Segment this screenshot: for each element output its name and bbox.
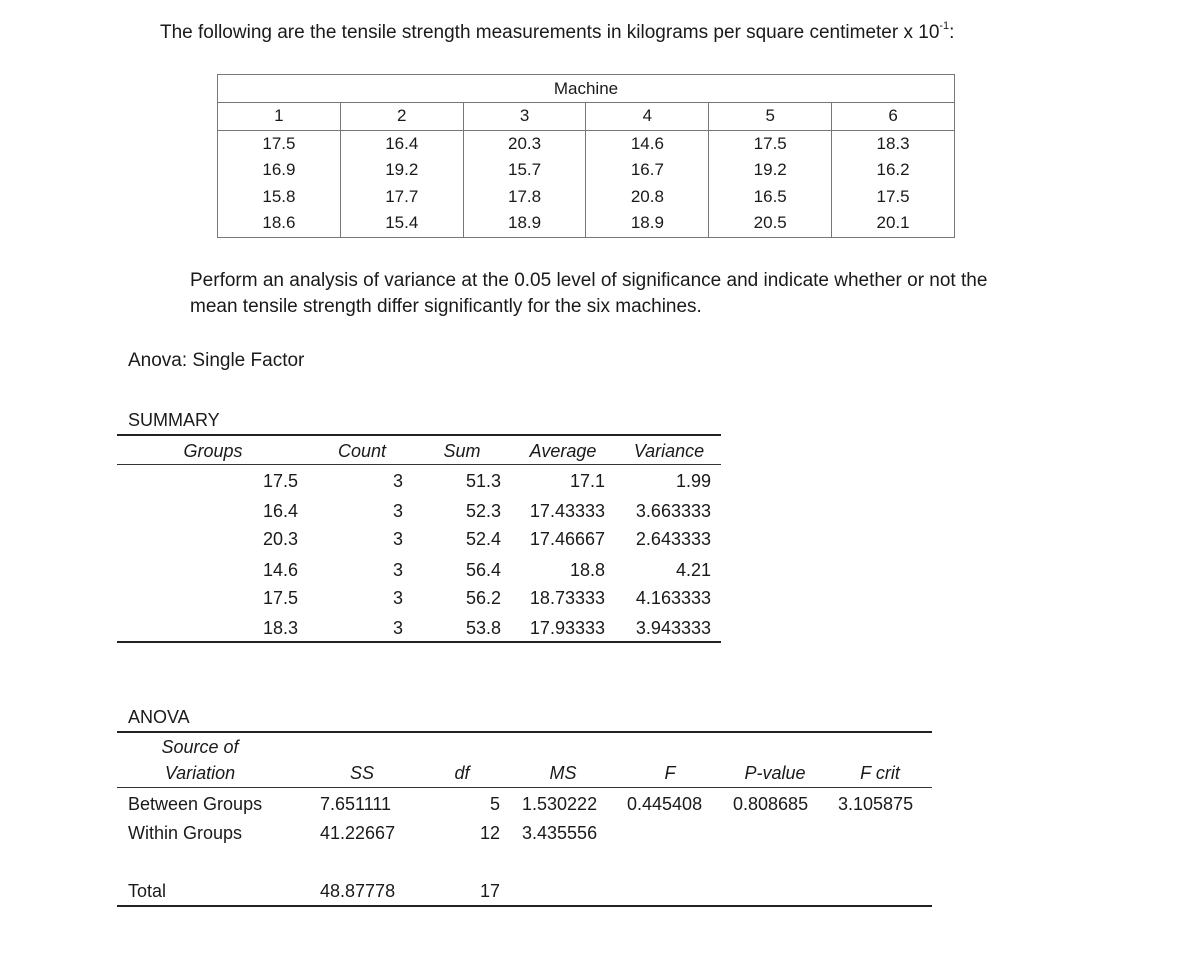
intro-text: The following are the tensile strength measurements in kilograms per square centimeter x $10^{-1}$: bbox=[160, 20, 955, 43]
summary-variance: 4.163333 bbox=[635, 588, 711, 608]
table-cell: 19.2 bbox=[340, 157, 463, 184]
table-cell: 20.1 bbox=[832, 210, 955, 237]
summary-average: 17.46667 bbox=[529, 529, 605, 549]
anova-header-p-value: P-value bbox=[744, 763, 806, 783]
summary-average: 17.1 bbox=[569, 471, 605, 491]
anova-ms: 3.435556 bbox=[522, 823, 598, 843]
machine-table bbox=[217, 74, 955, 238]
machine-header: 6 bbox=[832, 103, 955, 131]
anova-top-rule bbox=[117, 731, 932, 733]
summary-variance: 1.99 bbox=[675, 471, 711, 491]
summary-group: 14.6 bbox=[262, 560, 298, 580]
table-cell: 16.7 bbox=[586, 157, 709, 184]
table-row bbox=[218, 184, 955, 211]
machine-header: 3 bbox=[463, 103, 586, 131]
anova-ss: 7.651111 bbox=[320, 794, 392, 814]
table-cell: 17.5 bbox=[218, 130, 341, 157]
table-cell: 18.3 bbox=[832, 130, 955, 157]
machine-header: 5 bbox=[709, 103, 832, 131]
summary-variance: 3.943333 bbox=[635, 618, 711, 638]
summary-average: 18.73333 bbox=[529, 588, 605, 608]
anova-df: 12 bbox=[479, 823, 500, 843]
machine-header-row bbox=[218, 103, 955, 131]
summary-header-rule bbox=[117, 464, 721, 465]
table-cell: 18.9 bbox=[586, 210, 709, 237]
summary-header-average: Average bbox=[529, 441, 597, 461]
summary-header-sum: Sum bbox=[443, 441, 481, 461]
anova-header-f-crit: F crit bbox=[860, 763, 900, 783]
intro-exponent: -1 bbox=[939, 20, 950, 32]
summary-average: 18.8 bbox=[569, 560, 605, 580]
summary-sum: 56.4 bbox=[465, 560, 501, 580]
summary-count: 3 bbox=[392, 529, 403, 549]
summary-average: 17.43333 bbox=[529, 501, 605, 521]
table-row bbox=[218, 210, 955, 237]
summary-count: 3 bbox=[392, 501, 403, 521]
anova-bottom-rule bbox=[117, 905, 932, 907]
table-cell: 20.5 bbox=[709, 210, 832, 237]
table-cell: 20.8 bbox=[586, 184, 709, 211]
machine-header: 1 bbox=[218, 103, 341, 131]
anova-header-ms: MS bbox=[549, 763, 577, 783]
anova-ms: 1.530222 bbox=[522, 794, 598, 814]
anova-ss: 41.22667 bbox=[320, 823, 396, 843]
table-cell: 16.2 bbox=[832, 157, 955, 184]
summary-header-count: Count bbox=[337, 441, 387, 461]
summary-sum: 52.3 bbox=[465, 501, 501, 521]
table-row bbox=[218, 130, 955, 157]
machine-caption: Machine bbox=[218, 75, 955, 103]
summary-count: 3 bbox=[392, 560, 403, 580]
table-cell: 20.3 bbox=[463, 130, 586, 157]
anova-header-rule bbox=[117, 787, 932, 788]
anova-header-df: df bbox=[454, 763, 470, 783]
machine-header: 2 bbox=[340, 103, 463, 131]
anova-source: Between Groups bbox=[128, 794, 263, 814]
summary-top-rule bbox=[117, 434, 721, 436]
table-cell: 14.6 bbox=[586, 130, 709, 157]
summary-label: SUMMARY bbox=[128, 410, 220, 430]
summary-variance: 3.663333 bbox=[635, 501, 711, 521]
anova-f: 0.445408 bbox=[627, 794, 703, 814]
anova-header-ss: SS bbox=[349, 763, 374, 783]
anova-p-value: 0.808685 bbox=[733, 794, 809, 814]
summary-group: 20.3 bbox=[262, 529, 298, 549]
anova-label: ANOVA bbox=[128, 707, 190, 727]
anova-header-source-2: Variation bbox=[164, 763, 236, 783]
table-cell: 18.9 bbox=[463, 210, 586, 237]
summary-sum: 56.2 bbox=[465, 588, 501, 608]
table-cell: 18.6 bbox=[218, 210, 341, 237]
summary-group: 17.5 bbox=[262, 588, 298, 608]
summary-header-variance: Variance bbox=[633, 441, 705, 461]
summary-group: 17.5 bbox=[262, 471, 298, 491]
summary-sum: 52.4 bbox=[465, 529, 501, 549]
anova-df: 17 bbox=[479, 881, 500, 901]
summary-sum: 51.3 bbox=[465, 471, 501, 491]
problem-prompt: Perform an analysis of variance at the 0.05 level of significance and indicate whether or not the mean tensile strength differ significantly for the six machines. bbox=[190, 270, 988, 317]
anova-header-source-1: Source of bbox=[161, 737, 239, 757]
table-cell: 17.5 bbox=[832, 184, 955, 211]
anova-header-f: F bbox=[664, 763, 676, 783]
table-row bbox=[218, 157, 955, 184]
summary-count: 3 bbox=[392, 618, 403, 638]
table-cell: 15.7 bbox=[463, 157, 586, 184]
summary-variance: 4.21 bbox=[675, 560, 711, 580]
anova-source: Within Groups bbox=[128, 823, 243, 843]
summary-count: 3 bbox=[392, 588, 403, 608]
table-cell: 17.5 bbox=[709, 130, 832, 157]
table-cell: 16.5 bbox=[709, 184, 832, 211]
anova-title: Anova: Single Factor bbox=[128, 350, 305, 371]
machine-header: 4 bbox=[586, 103, 709, 131]
table-cell: 15.4 bbox=[340, 210, 463, 237]
summary-header-groups: Groups bbox=[183, 441, 243, 461]
summary-group: 16.4 bbox=[262, 501, 298, 521]
anova-ss: 48.87778 bbox=[320, 881, 396, 901]
table-cell: 16.9 bbox=[218, 157, 341, 184]
anova-f-crit: 3.105875 bbox=[838, 794, 914, 814]
summary-count: 3 bbox=[392, 471, 403, 491]
summary-average: 17.93333 bbox=[529, 618, 605, 638]
summary-group: 18.3 bbox=[262, 618, 298, 638]
summary-variance: 2.643333 bbox=[635, 529, 711, 549]
anova-df: 5 bbox=[489, 794, 500, 814]
table-cell: 19.2 bbox=[709, 157, 832, 184]
summary-sum: 53.8 bbox=[465, 618, 501, 638]
table-cell: 17.7 bbox=[340, 184, 463, 211]
table-cell: 17.8 bbox=[463, 184, 586, 211]
summary-bottom-rule bbox=[117, 641, 721, 643]
anova-source: Total bbox=[128, 881, 167, 901]
table-cell: 16.4 bbox=[340, 130, 463, 157]
table-cell: 15.8 bbox=[218, 184, 341, 211]
